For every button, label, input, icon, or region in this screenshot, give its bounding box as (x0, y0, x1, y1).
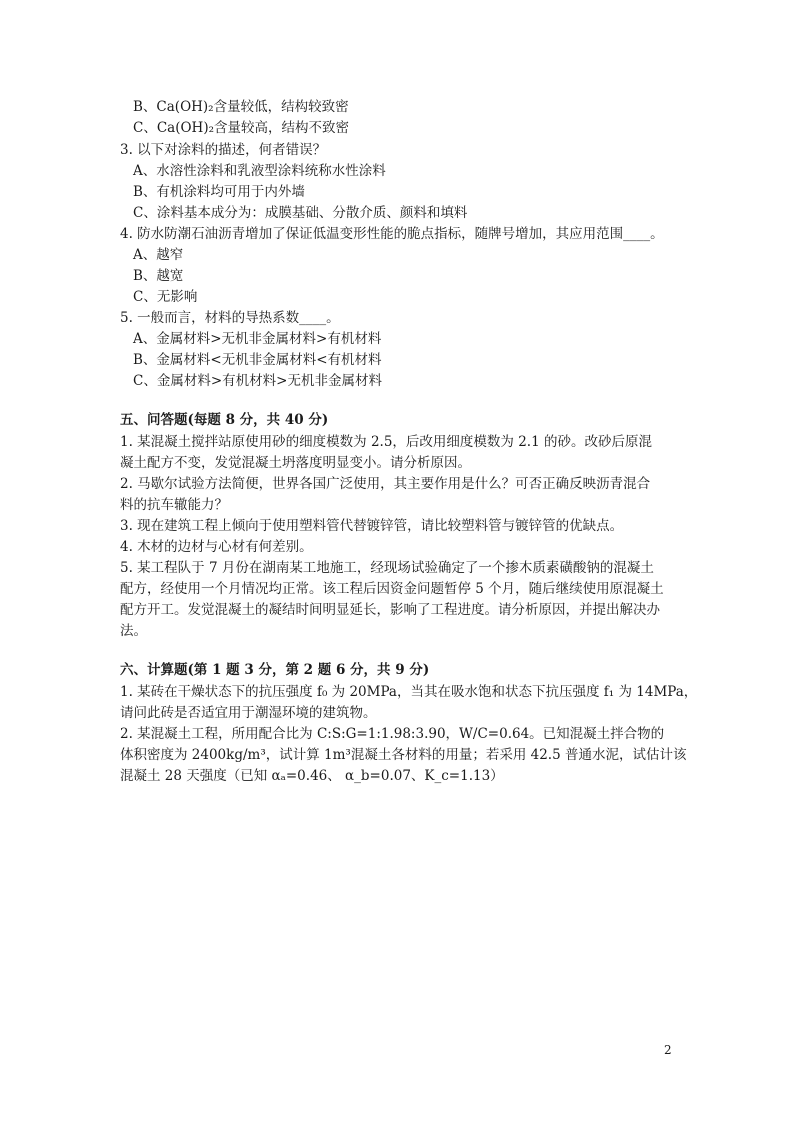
paragraph-line: 法。 (120, 623, 147, 639)
option-c: C、Ca(OH)₂含量较高，结构不致密 (133, 120, 349, 136)
option-c: C、金属材料>有机材料>无机非金属材料 (133, 373, 382, 389)
paragraph-line: 请问此砖是否适宜用于潮湿环境的建筑物。 (120, 705, 377, 721)
paragraph-line: 料的抗车辙能力？ (120, 497, 228, 513)
option-a: A、金属材料>无机非金属材料>有机材料 (133, 331, 382, 347)
paragraph-line: 4. 木材的边材与心材有何差别。 (120, 539, 313, 555)
section-heading: 六、计算题(第 1 题 3 分，第 2 题 6 分，共 9 分) (120, 662, 430, 678)
question-3: 3. 以下对涂料的描述，何者错误？ (120, 142, 327, 158)
paragraph-line: 体积密度为 2400kg/m³，试计算 1m³混凝土各材料的用量；若采用 42.5 普通水泥，试估计该 (120, 747, 687, 763)
page-number: 2 (664, 1043, 672, 1057)
paragraph-line: 混凝土 28 天强度（已知 αₐ=0.46、 α_b=0.07、K_c=1.13） (120, 768, 504, 784)
option-b: B、越宽 (133, 268, 184, 284)
paragraph-line: 配方，经使用一个月情况均正常。该工程后因资金问题暂停 5 个月，随后继续使用原混凝土 (120, 581, 664, 597)
paragraph-line: 1. 某混凝土搅拌站原使用砂的细度模数为 2.5，后改用细度模数为 2.1 的砂。改砂后原混 (120, 434, 652, 450)
question-4: 4. 防水防潮石油沥青增加了保证低温变形性能的脆点指标，随牌号增加，其应用范围____。 (120, 226, 664, 242)
paragraph-line: 3. 现在建筑工程上倾向于使用塑料管代替镀锌管，请比较塑料管与镀锌管的优缺点。 (120, 518, 624, 534)
paragraph-line: 配方开工。发觉混凝土的凝结时间明显延长，影响了工程进度。请分析原因，并提出解决办 (120, 602, 660, 618)
paragraph-line: 凝土配方不变，发觉混凝土坍落度明显变小。请分析原因。 (120, 455, 471, 471)
option-a: A、越窄 (133, 247, 184, 263)
option-b: B、有机涂料均可用于内外墙 (133, 184, 305, 200)
paragraph-line: 1. 某砖在干燥状态下的抗压强度 f₀ 为 20MPa，当其在吸水饱和状态下抗压强度 f₁ 为 14MPa， (120, 684, 698, 700)
option-b: B、金属材料<无机非金属材料<有机材料 (133, 352, 382, 368)
option-c: C、无影响 (133, 289, 198, 305)
question-5: 5. 一般而言，材料的导热系数____。 (120, 310, 340, 326)
paragraph-line: 2. 某混凝土工程，所用配合比为 C:S:G=1:1.98:3.90，W/C=0.64。已知混凝土拌合物的 (120, 726, 665, 742)
option-b: B、Ca(OH)₂含量较低，结构较致密 (133, 99, 349, 115)
paragraph-line: 2. 马歇尔试验方法简便，世界各国广泛使用，其主要作用是什么？可否正确反映沥青混合 (120, 476, 651, 492)
option-a: A、水溶性涂料和乳液型涂料统称水性涂料 (133, 163, 386, 179)
option-c: C、涂料基本成分为：成膜基础、分散介质、颜料和填料 (133, 205, 468, 221)
paragraph-line: 5. 某工程队于 7 月份在湖南某工地施工，经现场试验确定了一个掺木质素磺酸钠的混凝土 (120, 560, 654, 576)
section-heading: 五、问答题(每题 8 分，共 40 分) (120, 412, 329, 428)
